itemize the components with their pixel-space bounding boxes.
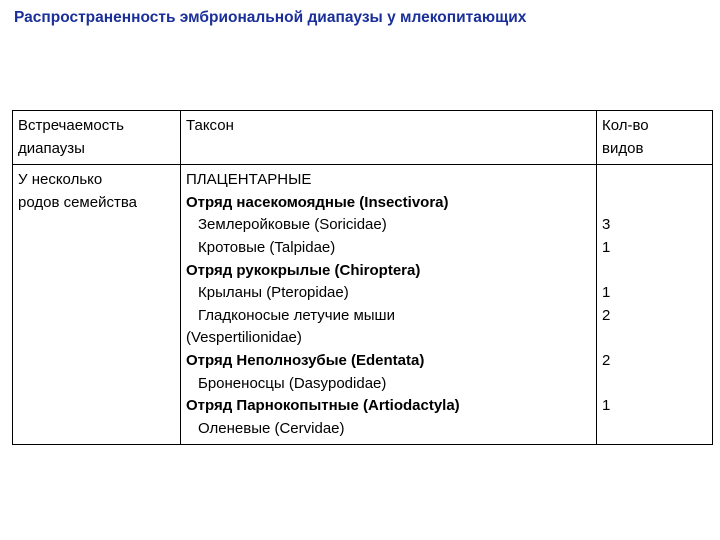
header-taxon [181,111,597,165]
header-count-line: видов [602,139,644,157]
header-occurrence-line: диапаузы [18,139,85,157]
table-header-row [13,111,713,165]
taxon-line: Оленевые (Cervidae) [198,419,345,437]
taxon-line: Гладконосые летучие мыши [198,306,395,324]
header-occurrence [13,111,181,165]
taxon-order-line: Отряд рукокрылые (Chiroptera) [186,261,421,279]
species-count [602,260,712,283]
occurrence-line: родов семейства [18,193,137,211]
species-count [602,418,712,441]
species-count [602,373,712,396]
occurrence-line: У несколько [18,171,103,189]
species-count: 1 [602,397,611,415]
species-count: 1 [602,238,611,256]
header-count-line: Кол-во [602,117,649,134]
species-count: 3 [602,216,611,234]
header-count [597,111,713,165]
species-count [602,169,712,192]
taxon-order-line: Отряд Парнокопытные (Artiodactyla) [186,397,460,415]
species-count: 2 [602,351,611,369]
page-title: Распространенность эмбриональной диапаузы у млекопитающих [14,9,527,26]
species-count [602,192,712,215]
species-count [602,327,712,350]
taxon-line: Крыланы (Pteropidae) [198,284,349,302]
diapause-table [12,110,713,445]
header-occurrence-line: Встречаемость [18,117,124,134]
species-count: 1 [602,284,611,302]
occurrence-cell [13,165,181,445]
header-taxon-label: Таксон [186,117,234,134]
species-count: 2 [602,306,611,324]
taxon-order-line: Отряд насекомоядные (Insectivora) [186,193,449,211]
taxon-cell [181,165,597,445]
taxon-line: Броненосцы (Dasypodidae) [198,374,387,392]
taxon-order-line: Отряд Неполнозубые (Edentata) [186,351,425,369]
table-row [13,165,713,445]
taxon-line: (Vespertilionidae) [186,329,302,347]
taxon-line: Землеройковые (Soricidae) [198,216,387,234]
count-cell [597,165,713,445]
taxon-line: ПЛАЦЕНТАРНЫЕ [186,171,312,189]
taxon-line: Кротовые (Talpidae) [198,238,336,256]
